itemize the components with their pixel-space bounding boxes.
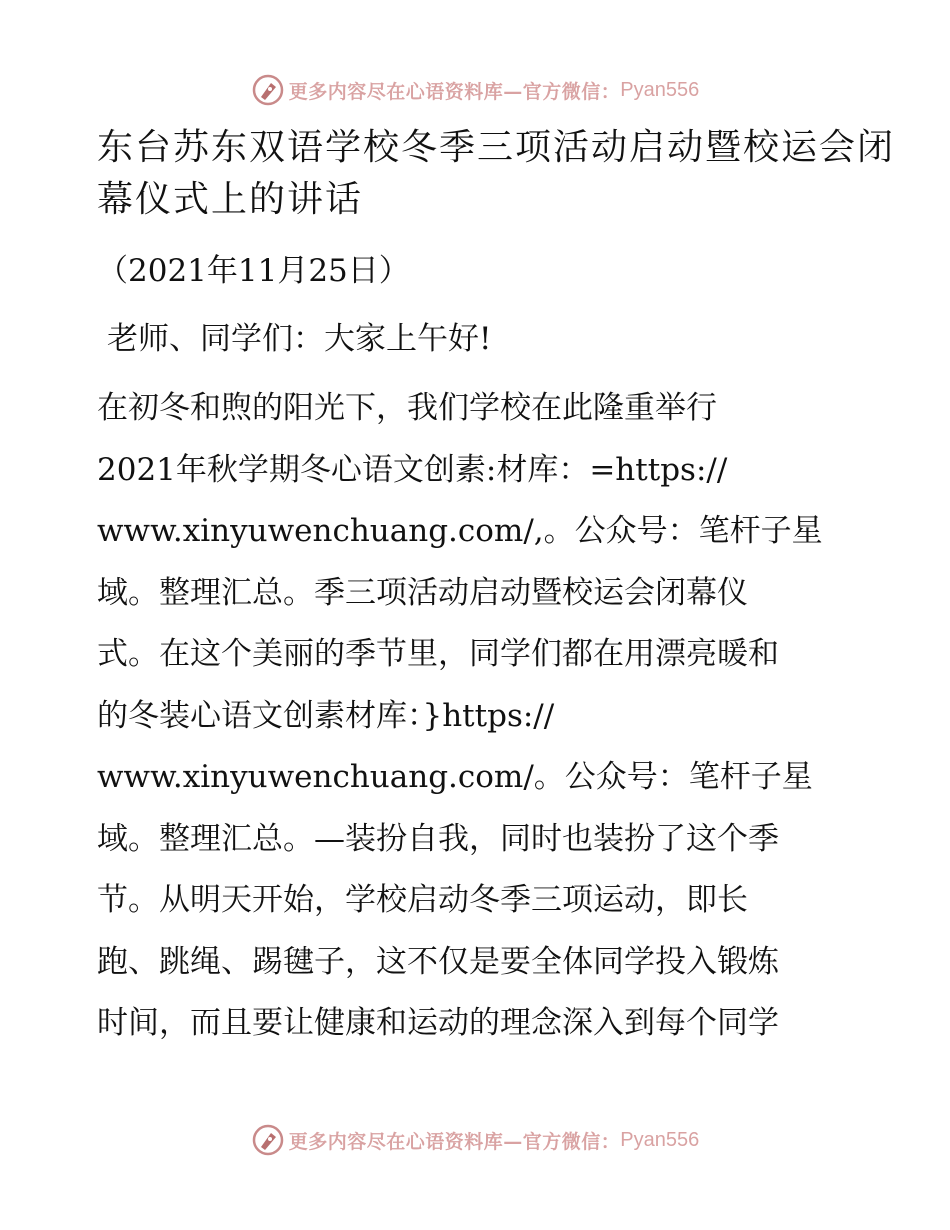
body-line: 式。在这个美丽的季节里，同学们都在用漂亮暖和 [97,636,779,672]
body-paragraph [97,378,857,1055]
document-title [97,122,896,226]
header-banner [0,70,950,110]
body-line: www.xinyuwenchuang.com/,。公众号：笔杆子星 [97,513,823,549]
body-line: 域。整理汇总。季三项活动启动暨校运会闭幕仪 [97,574,748,611]
title-line: 东台苏东双语学校冬季三项活动启动暨校运会闭 [97,127,896,168]
banner-wechat-id: Pyan556 [620,1128,700,1151]
document-date: （2021年11月25日） [97,253,410,289]
banner-text: 更多内容尽在心语资料库—官方微信： [288,1130,621,1153]
document-body [97,122,896,1055]
footer-banner [0,1120,950,1160]
body-line: 节。从明天开始，学校启动冬季三项运动，即长 [97,882,748,918]
body-line: 在初冬和煦的阳光下，我们学校在此隆重举行 [97,390,717,426]
banner-text: 更多内容尽在心语资料库—官方微信： [288,80,621,103]
pen-nib-circle-icon [251,1123,285,1157]
pen-nib-circle-icon [251,73,285,107]
body-line: www.xinyuwenchuang.com/。公众号：笔杆子星 [97,759,813,795]
title-line: 幕仪式上的讲话 [97,179,364,220]
body-line: 跑、跳绳、踢毽子，这不仅是要全体同学投入锻炼 [97,943,779,980]
body-line: 的冬装心语文创素材库：}https:// [97,697,555,734]
body-line: 时间，而且要让健康和运动的理念深入到每个同学 [97,1005,779,1041]
body-line: 域。整理汇总。—装扮自我，同时也装扮了这个季 [97,820,779,857]
body-line: 2021年秋学期冬心语文创素:材库：=https:// [97,451,728,488]
greeting: 老师、同学们：大家上午好! [107,321,492,357]
banner-wechat-id: Pyan556 [620,78,700,101]
